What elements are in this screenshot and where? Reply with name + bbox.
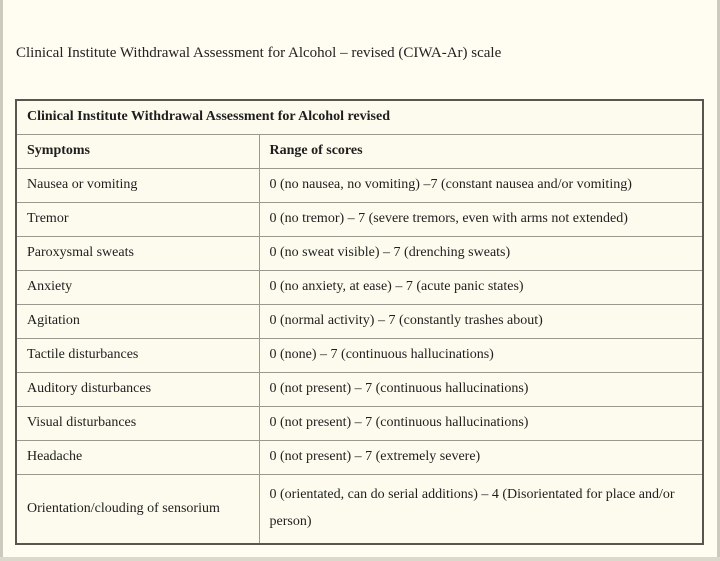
screenshot-left-edge-shade bbox=[0, 0, 3, 561]
table-row bbox=[16, 169, 703, 203]
range-cell: 0 (no sweat visible) – 7 (drenching sweats) bbox=[259, 237, 703, 271]
symptom-cell: Nausea or vomiting bbox=[16, 169, 259, 203]
symptom-cell: Tactile disturbances bbox=[16, 339, 259, 373]
symptom-cell: Paroxysmal sweats bbox=[16, 237, 259, 271]
range-cell: 0 (no tremor) – 7 (severe tremors, even with arms not extended) bbox=[259, 203, 703, 237]
table-row bbox=[16, 407, 703, 441]
range-cell: 0 (normal activity) – 7 (constantly trashes about) bbox=[259, 305, 703, 339]
range-cell: 0 (no nausea, no vomiting) –7 (constant nausea and/or vomiting) bbox=[259, 169, 703, 203]
table-row bbox=[16, 305, 703, 339]
page-title: Clinical Institute Withdrawal Assessment for Alcohol – revised (CIWA-Ar) scale bbox=[16, 45, 502, 61]
table-caption-row bbox=[16, 100, 703, 135]
column-header-symptoms: Symptoms bbox=[16, 135, 259, 169]
table-row bbox=[16, 475, 703, 545]
ciwa-scale-table bbox=[15, 99, 704, 545]
table-header-row bbox=[16, 135, 703, 169]
symptom-cell: Anxiety bbox=[16, 271, 259, 305]
symptom-cell: Auditory disturbances bbox=[16, 373, 259, 407]
range-cell: 0 (none) – 7 (continuous hallucinations) bbox=[259, 339, 703, 373]
screenshot-bottom-edge-shade bbox=[0, 557, 720, 561]
symptom-cell: Agitation bbox=[16, 305, 259, 339]
range-cell: 0 (not present) – 7 (continuous hallucinations) bbox=[259, 407, 703, 441]
symptom-cell: Orientation/clouding of sensorium bbox=[16, 475, 259, 545]
column-header-range: Range of scores bbox=[259, 135, 703, 169]
range-cell: 0 (no anxiety, at ease) – 7 (acute panic states) bbox=[259, 271, 703, 305]
table-row bbox=[16, 373, 703, 407]
table-row bbox=[16, 339, 703, 373]
range-cell: 0 (orientated, can do serial additions) – 4 (Disorientated for place and/or person) bbox=[259, 475, 703, 545]
table-row bbox=[16, 441, 703, 475]
range-cell: 0 (not present) – 7 (extremely severe) bbox=[259, 441, 703, 475]
range-cell: 0 (not present) – 7 (continuous hallucinations) bbox=[259, 373, 703, 407]
table-row bbox=[16, 203, 703, 237]
table-row bbox=[16, 237, 703, 271]
symptom-cell: Tremor bbox=[16, 203, 259, 237]
symptom-cell: Visual disturbances bbox=[16, 407, 259, 441]
table-row bbox=[16, 271, 703, 305]
symptom-cell: Headache bbox=[16, 441, 259, 475]
table-caption: Clinical Institute Withdrawal Assessment for Alcohol revised bbox=[16, 100, 703, 135]
